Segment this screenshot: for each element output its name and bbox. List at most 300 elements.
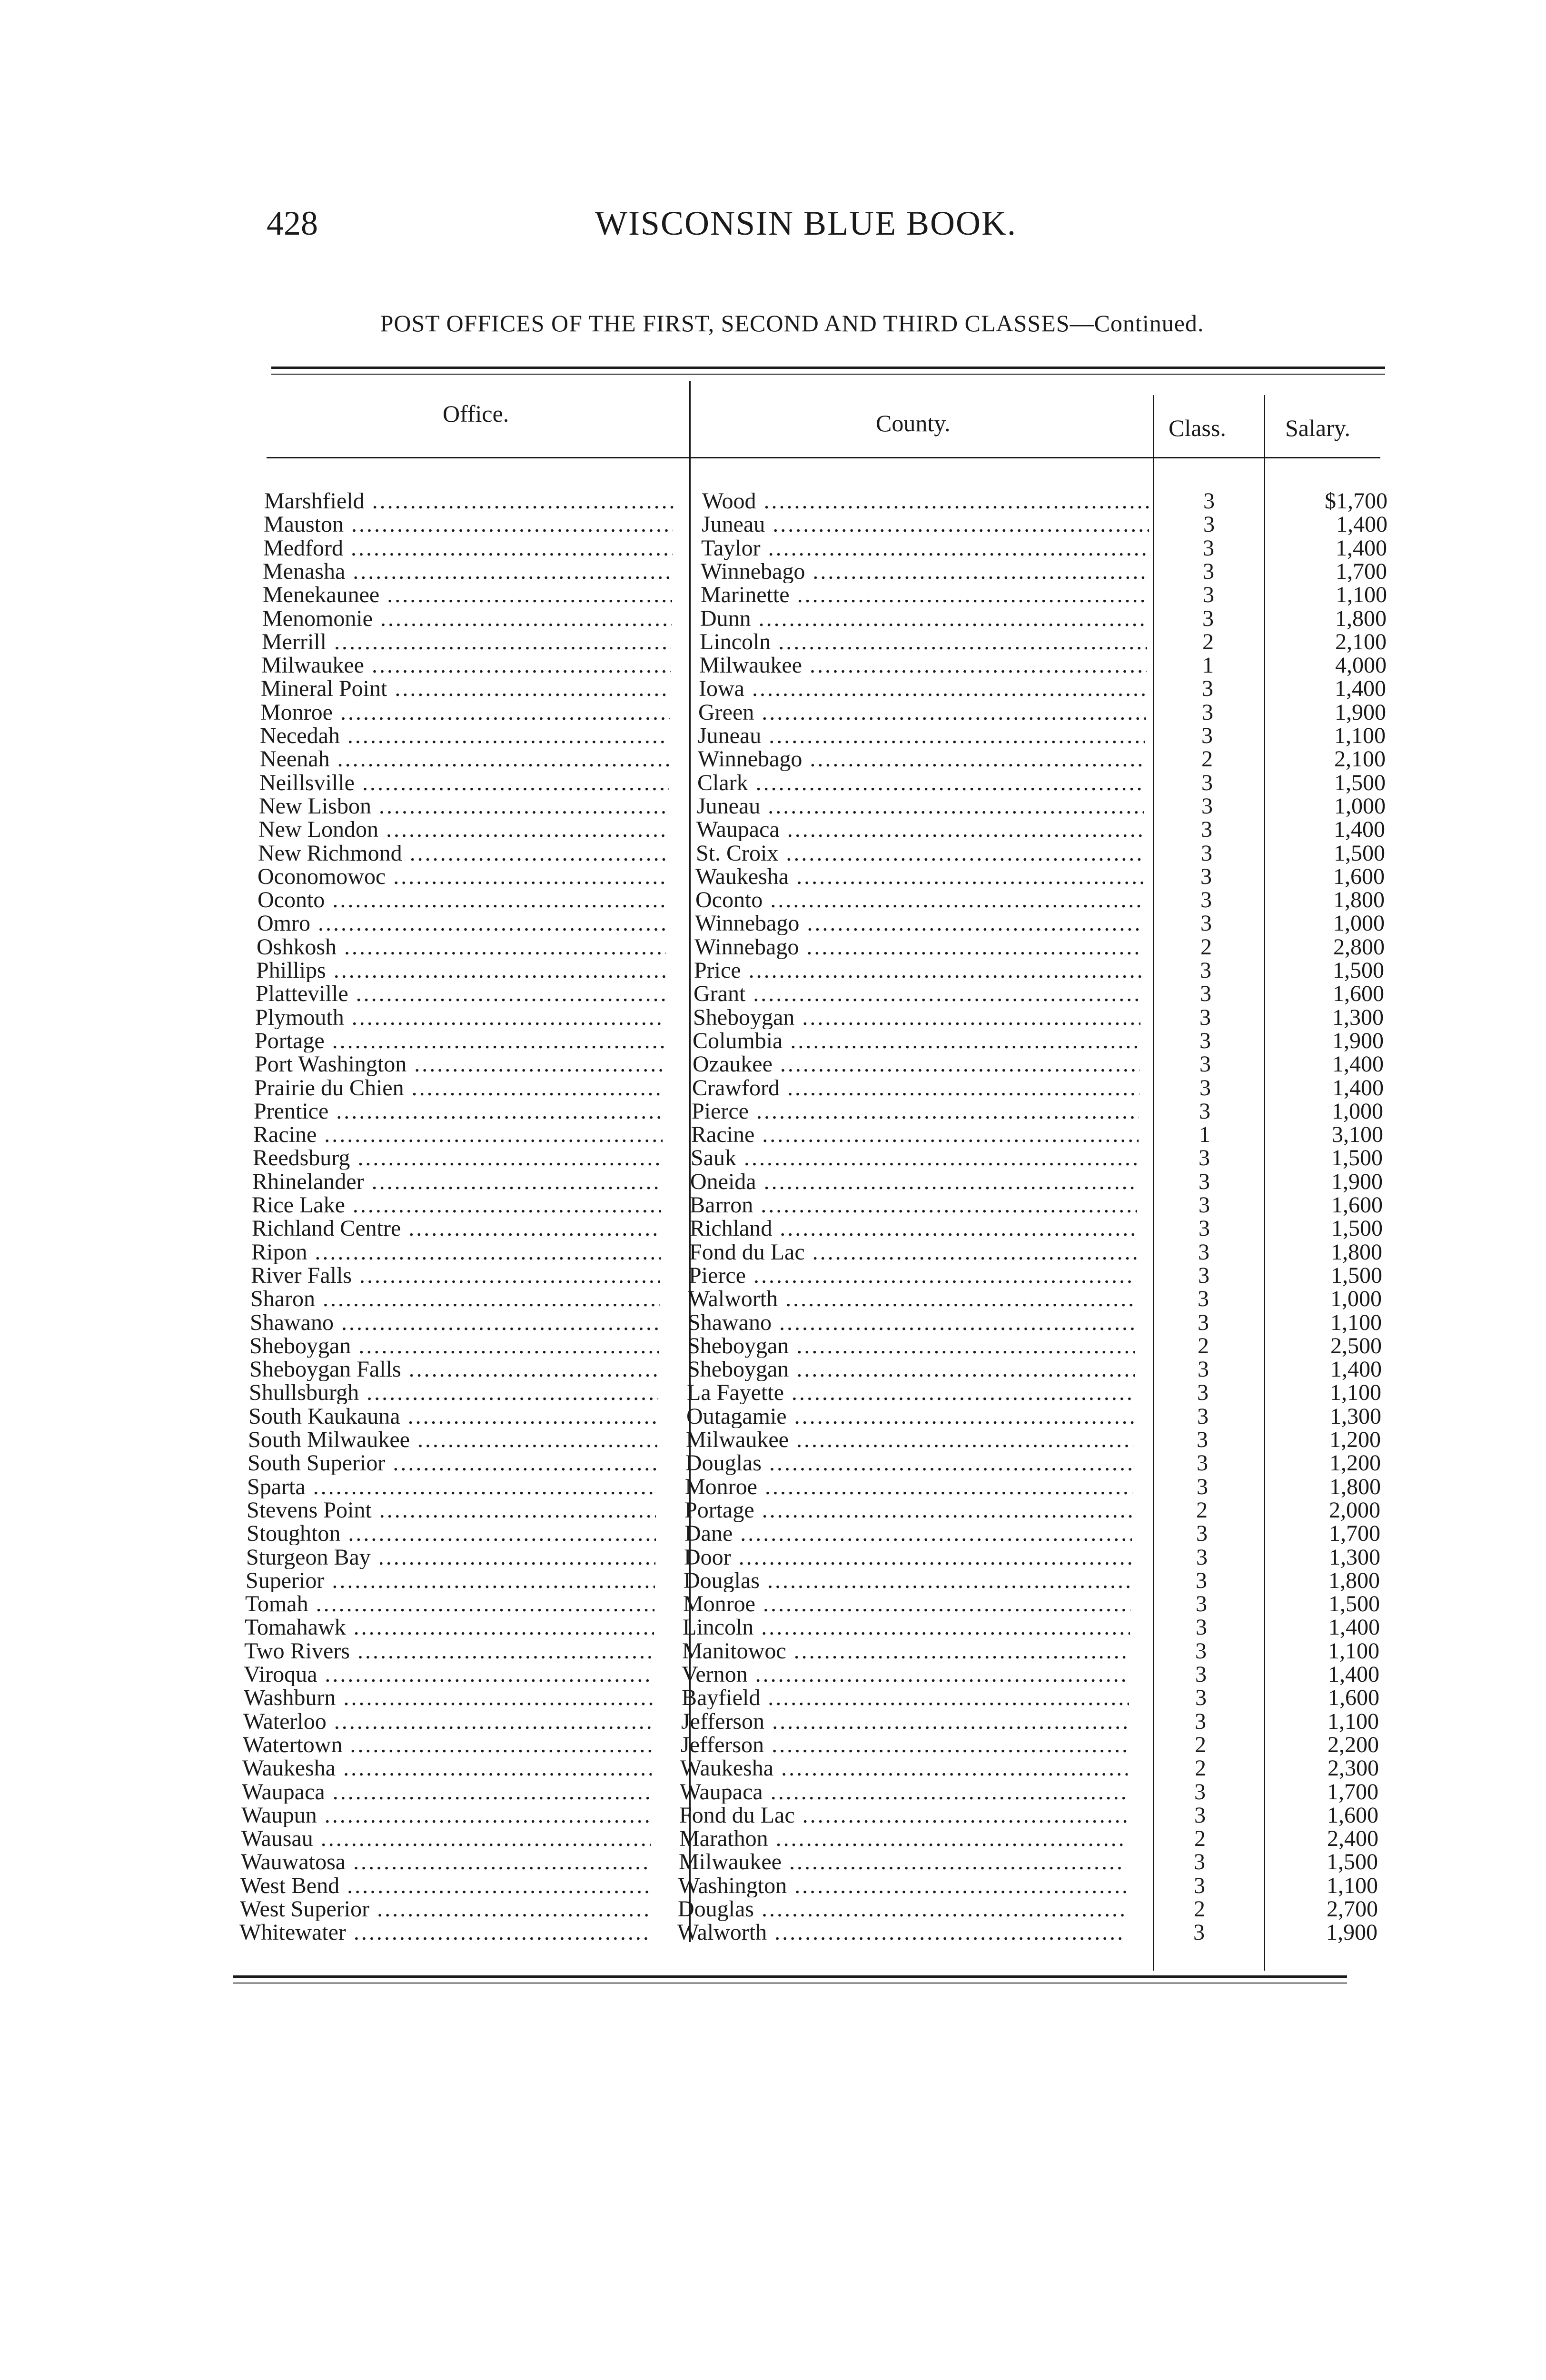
class-cell: 3	[1200, 888, 1212, 912]
table-row	[0, 654, 1546, 677]
county-cell: St. Croix .....	[696, 842, 1143, 865]
table-row	[0, 724, 1546, 747]
class-cell: 3	[1199, 1193, 1210, 1217]
class-cell: 3	[1201, 794, 1213, 818]
county-cell: Juneau .....	[698, 724, 1145, 747]
county-cell: Marinette .....	[701, 583, 1148, 606]
class-cell: 3	[1199, 1170, 1210, 1193]
salary-cell: 1,800	[1331, 1240, 1382, 1264]
salary-cell: 2,700	[1327, 1897, 1378, 1921]
county-cell: Racine .....	[691, 1123, 1139, 1146]
county-cell: Milwaukee .....	[679, 1850, 1126, 1874]
county-cell: La Fayette .....	[687, 1381, 1134, 1404]
office-cell: Monroe .....	[260, 701, 670, 724]
table-row	[0, 842, 1546, 865]
office-cell: Stevens Point .....	[247, 1498, 656, 1522]
class-cell: 2	[1195, 1756, 1206, 1780]
class-cell: 3	[1195, 1663, 1207, 1686]
class-cell: 3	[1197, 1405, 1209, 1428]
office-header: Office.	[443, 400, 509, 427]
office-cell: South Kaukauna .....	[248, 1405, 658, 1428]
office-cell: Stoughton .....	[247, 1522, 656, 1545]
county-cell: Bayfield .....	[682, 1686, 1129, 1709]
office-cell: Shullsburgh .....	[249, 1381, 658, 1404]
office-cell: Oconto .....	[258, 888, 667, 912]
salary-cell: 1,500	[1334, 842, 1385, 865]
county-cell: Waupaca .....	[696, 818, 1144, 841]
class-cell: 3	[1201, 771, 1213, 794]
salary-cell: 1,600	[1331, 1193, 1383, 1217]
class-cell: 3	[1193, 1921, 1205, 1944]
county-cell: Waupaca .....	[680, 1780, 1127, 1804]
county-cell: Milwaukee .....	[699, 654, 1147, 677]
office-cell: Mauston .....	[264, 513, 673, 536]
office-cell: Reedsburg .....	[253, 1146, 662, 1170]
table-row	[0, 1616, 1546, 1639]
table-row	[0, 1217, 1546, 1240]
class-cell: 3	[1201, 724, 1213, 747]
office-cell: Viroqua .....	[244, 1663, 653, 1686]
county-cell: Shawano .....	[688, 1311, 1135, 1334]
county-cell: Winnebago .....	[701, 560, 1148, 583]
class-cell: 3	[1203, 489, 1215, 513]
county-cell: Washington .....	[678, 1874, 1126, 1897]
salary-cell: 2,300	[1328, 1756, 1379, 1780]
salary-cell: 1,500	[1333, 959, 1384, 982]
county-cell: Sheboygan .....	[687, 1334, 1135, 1358]
class-cell: 3	[1198, 1358, 1209, 1381]
table-row	[0, 1264, 1546, 1287]
office-cell: Oconomowoc .....	[258, 865, 667, 888]
class-cell: 2	[1194, 1827, 1206, 1850]
table-row	[0, 489, 1546, 513]
office-cell: Menekaunee .....	[263, 583, 672, 606]
salary-cell: 1,100	[1330, 1311, 1382, 1334]
salary-cell: 1,800	[1329, 1475, 1381, 1498]
office-cell: Portage .....	[255, 1029, 664, 1052]
county-cell: Oconto .....	[695, 888, 1143, 912]
table-row	[0, 1076, 1546, 1100]
running-title: WISCONSIN BLUE BOOK.	[595, 204, 1017, 242]
office-cell: Wauwatosa .....	[241, 1850, 650, 1874]
office-cell: Waupaca .....	[242, 1780, 651, 1804]
office-cell: Richland Centre .....	[252, 1217, 661, 1240]
table-row	[0, 1287, 1546, 1310]
county-cell: Douglas .....	[685, 1451, 1133, 1475]
county-cell: Milwaukee .....	[686, 1428, 1133, 1451]
table-row	[0, 1874, 1546, 1897]
class-cell: 3	[1199, 1006, 1211, 1029]
salary-cell: 1,500	[1334, 771, 1386, 794]
office-cell: Menasha .....	[263, 560, 672, 583]
county-cell: Clark .....	[697, 771, 1145, 794]
table-row	[0, 771, 1546, 794]
county-cell: Ozaukee .....	[693, 1052, 1140, 1076]
salary-cell: 1,500	[1331, 1217, 1383, 1240]
table-row	[0, 1710, 1546, 1733]
office-cell: Racine .....	[253, 1123, 663, 1146]
county-cell: Juneau .....	[702, 513, 1149, 536]
salary-cell: 1,000	[1333, 912, 1385, 935]
office-cell: Superior .....	[246, 1569, 655, 1592]
county-cell: Columbia .....	[693, 1029, 1140, 1052]
salary-cell: 1,800	[1333, 888, 1385, 912]
office-cell: Menomonie .....	[262, 607, 672, 630]
county-cell: Green .....	[698, 701, 1146, 724]
table-row	[0, 1240, 1546, 1264]
salary-cell: 1,500	[1327, 1850, 1378, 1874]
class-cell: 3	[1196, 1592, 1207, 1616]
office-cell: West Bend .....	[240, 1874, 650, 1897]
office-cell: New Richmond .....	[258, 842, 667, 865]
county-cell: Sauk .....	[691, 1146, 1138, 1170]
office-cell: Tomah .....	[245, 1592, 654, 1616]
salary-cell: 3,100	[1332, 1123, 1383, 1146]
salary-cell: 1,400	[1334, 818, 1385, 841]
class-cell: 3	[1195, 1639, 1207, 1663]
table-row	[0, 1733, 1546, 1756]
office-cell: Whitewater .....	[239, 1921, 649, 1944]
table-row	[0, 1451, 1546, 1475]
class-cell: 3	[1199, 1029, 1211, 1052]
office-cell: Waterloo .....	[243, 1710, 653, 1733]
office-cell: Neenah .....	[260, 747, 669, 771]
county-cell: Fond du Lac .....	[689, 1240, 1137, 1264]
salary-cell: 1,900	[1326, 1921, 1378, 1944]
salary-cell: 1,400	[1336, 513, 1387, 536]
office-cell: Medford .....	[263, 536, 673, 560]
class-cell: 3	[1199, 1052, 1211, 1076]
table-row	[0, 536, 1546, 560]
class-cell: 3	[1199, 1146, 1210, 1170]
table-row	[0, 1850, 1546, 1874]
class-cell: 3	[1199, 1217, 1210, 1240]
class-cell: 3	[1202, 701, 1213, 724]
county-cell: Jefferson .....	[681, 1733, 1128, 1756]
county-cell: Dunn .....	[700, 607, 1148, 630]
salary-cell: 1,600	[1333, 865, 1385, 888]
county-cell: Crawford .....	[692, 1076, 1140, 1100]
county-cell: Dane .....	[684, 1522, 1132, 1545]
office-cell: Shawano .....	[250, 1311, 659, 1334]
county-cell: Monroe .....	[685, 1475, 1132, 1498]
table-row	[0, 1193, 1546, 1217]
class-cell: 2	[1195, 1733, 1206, 1756]
county-cell: Oneida .....	[690, 1170, 1138, 1193]
salary-cell: 1,100	[1328, 1710, 1379, 1733]
salary-cell: 1,300	[1330, 1405, 1381, 1428]
salary-cell: 1,400	[1335, 677, 1386, 700]
table-row	[0, 1146, 1546, 1170]
class-cell: 2	[1202, 630, 1214, 654]
county-cell: Pierce .....	[689, 1264, 1136, 1287]
office-cell: Oshkosh .....	[257, 935, 666, 959]
salary-cell: 1,800	[1335, 607, 1387, 630]
county-cell: Vernon .....	[682, 1663, 1129, 1686]
office-cell: Merrill .....	[262, 630, 671, 654]
class-cell: 3	[1196, 1546, 1208, 1569]
salary-cell: 1,100	[1330, 1381, 1381, 1404]
salary-cell: 1,100	[1328, 1639, 1379, 1663]
salary-cell: 1,700	[1327, 1780, 1378, 1804]
class-cell: 2	[1198, 1334, 1209, 1358]
table-row	[0, 1311, 1546, 1334]
class-cell: 3	[1198, 1240, 1209, 1264]
salary-cell: 1,400	[1328, 1616, 1380, 1639]
class-cell: 3	[1199, 1100, 1210, 1123]
county-cell: Richland .....	[690, 1217, 1137, 1240]
county-cell: Jefferson .....	[681, 1710, 1129, 1733]
class-header: Class.	[1169, 415, 1226, 441]
county-cell: Winnebago .....	[694, 935, 1142, 959]
salary-cell: 1,700	[1336, 560, 1387, 583]
county-cell: Lincoln .....	[683, 1616, 1130, 1639]
table-title: POST OFFICES OF THE FIRST, SECOND AND THIRD CLASSES—Continued.	[380, 310, 1204, 337]
class-cell: 3	[1198, 1264, 1209, 1287]
class-cell: 3	[1203, 513, 1215, 536]
table-row	[0, 1006, 1546, 1029]
header-rule	[267, 457, 1380, 458]
table-row	[0, 1686, 1546, 1709]
county-cell: Portage .....	[684, 1498, 1132, 1522]
office-cell: Sheboygan .....	[249, 1334, 659, 1358]
class-cell: 3	[1203, 583, 1214, 606]
salary-cell: 1,200	[1329, 1428, 1381, 1451]
salary-cell: 1,000	[1330, 1287, 1382, 1310]
salary-header: Salary.	[1285, 415, 1350, 441]
table-row	[0, 865, 1546, 888]
class-cell: 3	[1200, 982, 1211, 1005]
table-row	[0, 1381, 1546, 1404]
class-cell: 3	[1196, 1569, 1207, 1592]
office-cell: Mineral Point .....	[261, 677, 670, 700]
salary-cell: 1,300	[1329, 1546, 1380, 1569]
office-cell: Two Rivers .....	[244, 1639, 654, 1663]
table-row	[0, 982, 1546, 1005]
class-cell: 3	[1197, 1428, 1208, 1451]
salary-cell: 1,400	[1332, 1076, 1384, 1100]
table-row	[0, 1475, 1546, 1498]
salary-cell: 1,000	[1332, 1100, 1383, 1123]
class-cell: 3	[1196, 1522, 1208, 1545]
office-cell: Prairie du Chien .....	[254, 1076, 664, 1100]
table-row	[0, 1428, 1546, 1451]
county-cell: Wood .....	[702, 489, 1150, 513]
office-cell: Plymouth .....	[255, 1006, 664, 1029]
county-cell: Winnebago .....	[695, 912, 1142, 935]
county-cell: Waukesha .....	[695, 865, 1143, 888]
table-row	[0, 1100, 1546, 1123]
salary-cell: 2,200	[1328, 1733, 1379, 1756]
salary-cell: 1,400	[1330, 1358, 1382, 1381]
office-cell: Necedah .....	[260, 724, 669, 747]
county-cell: Grant .....	[694, 982, 1141, 1005]
office-cell: Wausau .....	[241, 1827, 651, 1850]
table-row	[0, 1592, 1546, 1616]
salary-cell: 1,400	[1332, 1052, 1384, 1076]
salary-cell: 1,500	[1328, 1592, 1380, 1616]
county-cell: Barron .....	[690, 1193, 1137, 1217]
table-row	[0, 583, 1546, 606]
table-row	[0, 1827, 1546, 1850]
salary-cell: 2,000	[1329, 1498, 1380, 1522]
salary-cell: 1,600	[1327, 1804, 1378, 1827]
class-cell: 3	[1198, 1287, 1209, 1310]
salary-cell: 1,200	[1329, 1451, 1381, 1475]
table-row	[0, 1804, 1546, 1827]
class-cell: 3	[1201, 842, 1212, 865]
table-row	[0, 959, 1546, 982]
salary-cell: 1,400	[1328, 1663, 1379, 1686]
county-cell: Manitowoc .....	[682, 1639, 1130, 1663]
class-cell: 3	[1200, 912, 1212, 935]
class-cell: 3	[1195, 1686, 1207, 1709]
office-cell: South Superior .....	[248, 1451, 657, 1475]
table-row	[0, 1756, 1546, 1780]
county-cell: Fond du Lac .....	[679, 1804, 1127, 1827]
county-cell: Winnebago .....	[698, 747, 1145, 771]
county-cell: Outagamie .....	[686, 1405, 1134, 1428]
office-cell: Rhinelander .....	[252, 1170, 662, 1193]
table-row	[0, 1639, 1546, 1663]
office-cell: Neillsville .....	[259, 771, 669, 794]
class-cell: 2	[1200, 935, 1212, 959]
office-cell: West Superior .....	[240, 1897, 649, 1921]
salary-cell: 1,800	[1328, 1569, 1380, 1592]
table-row	[0, 701, 1546, 724]
table-row	[0, 677, 1546, 700]
table-row	[0, 513, 1546, 536]
table-row	[0, 560, 1546, 583]
class-cell: 3	[1194, 1850, 1205, 1874]
class-cell: 3	[1203, 560, 1214, 583]
county-cell: Monroe .....	[683, 1592, 1130, 1616]
salary-cell: 1,700	[1329, 1522, 1380, 1545]
salary-cell: 1,300	[1332, 1006, 1384, 1029]
county-cell: Price .....	[694, 959, 1141, 982]
class-cell: 3	[1194, 1804, 1206, 1827]
class-cell: 3	[1203, 536, 1214, 560]
salary-cell: 1,100	[1336, 583, 1387, 606]
salary-cell: $1,700	[1325, 489, 1387, 513]
class-cell: 3	[1199, 1076, 1211, 1100]
salary-cell: 2,100	[1334, 747, 1386, 771]
salary-cell: 2,100	[1335, 630, 1387, 654]
office-cell: Marshfield .....	[264, 489, 674, 513]
office-cell: Omro .....	[257, 912, 666, 935]
bottom-rule	[233, 1975, 1347, 1978]
office-cell: Watertown .....	[243, 1733, 652, 1756]
class-cell: 3	[1194, 1780, 1206, 1804]
table-row	[0, 607, 1546, 630]
table-row	[0, 747, 1546, 771]
class-cell: 3	[1202, 607, 1214, 630]
table-row	[0, 1780, 1546, 1804]
county-cell: Iowa .....	[699, 677, 1146, 700]
class-cell: 3	[1194, 1874, 1205, 1897]
office-cell: Sparta .....	[247, 1475, 656, 1498]
table-row	[0, 1170, 1546, 1193]
county-cell: Taylor .....	[701, 536, 1149, 560]
salary-cell: 4,000	[1335, 654, 1387, 677]
county-cell: Door .....	[684, 1546, 1131, 1569]
salary-cell: 1,500	[1331, 1264, 1382, 1287]
table-row	[0, 1358, 1546, 1381]
county-cell: Marathon .....	[679, 1827, 1127, 1850]
county-cell: Sheboygan .....	[687, 1358, 1135, 1381]
salary-cell: 1,600	[1328, 1686, 1379, 1709]
office-cell: New Lisbon .....	[259, 794, 668, 818]
office-cell: Sheboygan Falls .....	[249, 1358, 659, 1381]
table-row	[0, 1569, 1546, 1592]
salary-cell: 1,600	[1333, 982, 1384, 1005]
class-cell: 3	[1202, 677, 1213, 700]
table-row	[0, 1334, 1546, 1358]
office-cell: Sturgeon Bay .....	[246, 1546, 655, 1569]
salary-cell: 1,100	[1334, 724, 1386, 747]
office-cell: Platteville .....	[256, 982, 665, 1005]
salary-cell: 1,900	[1332, 1029, 1384, 1052]
table-row	[0, 1897, 1546, 1921]
county-cell: Pierce .....	[692, 1100, 1139, 1123]
county-cell: Juneau .....	[697, 794, 1144, 818]
class-cell: 2	[1196, 1498, 1208, 1522]
office-cell: Prentice .....	[254, 1100, 663, 1123]
class-cell: 3	[1201, 818, 1212, 841]
class-cell: 3	[1200, 959, 1211, 982]
table-row	[0, 818, 1546, 841]
salary-cell: 2,400	[1327, 1827, 1378, 1850]
table-row	[0, 1123, 1546, 1146]
county-cell: Douglas .....	[678, 1897, 1125, 1921]
office-cell: Port Washington .....	[255, 1052, 664, 1076]
class-cell: 3	[1198, 1311, 1209, 1334]
office-cell: Washburn .....	[244, 1686, 653, 1709]
salary-cell: 2,500	[1330, 1334, 1382, 1358]
salary-cell: 2,800	[1333, 935, 1385, 959]
page-number: 428	[267, 204, 318, 242]
table-row	[0, 1546, 1546, 1569]
class-cell: 3	[1200, 865, 1212, 888]
class-cell: 3	[1197, 1381, 1209, 1404]
office-cell: Phillips .....	[256, 959, 665, 982]
office-cell: Ripon .....	[251, 1240, 661, 1264]
class-cell: 1	[1202, 654, 1214, 677]
office-cell: Tomahawk .....	[245, 1616, 654, 1639]
salary-cell: 1,100	[1327, 1874, 1378, 1897]
table-row	[0, 1921, 1546, 1944]
office-cell: New London .....	[258, 818, 668, 841]
salary-cell: 1,500	[1331, 1146, 1383, 1170]
office-cell: Sharon .....	[250, 1287, 660, 1310]
table-row	[0, 1405, 1546, 1428]
office-cell: Rice Lake .....	[252, 1193, 661, 1217]
table-row	[0, 1052, 1546, 1076]
table-row	[0, 1663, 1546, 1686]
table-row	[0, 935, 1546, 959]
office-cell: Waukesha .....	[242, 1756, 652, 1780]
class-cell: 3	[1197, 1475, 1208, 1498]
office-cell: River Falls .....	[251, 1264, 660, 1287]
county-cell: Douglas .....	[684, 1569, 1131, 1592]
class-cell: 2	[1194, 1897, 1205, 1921]
top-rule	[271, 367, 1385, 369]
table-row	[0, 1498, 1546, 1522]
table-row	[0, 630, 1546, 654]
class-cell: 2	[1201, 747, 1213, 771]
table-row	[0, 1522, 1546, 1545]
class-cell: 3	[1195, 1710, 1206, 1733]
